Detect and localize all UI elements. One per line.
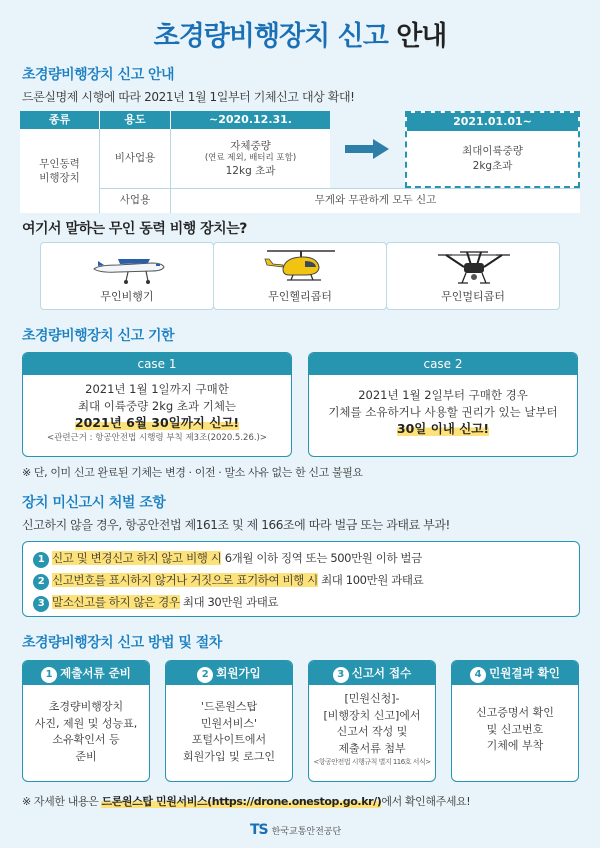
title-main: 초경량비행장치 신고 xyxy=(153,21,388,52)
case-1-line2: 최대 이륙중량 2kg 초과 기체는 xyxy=(77,398,237,413)
number-badge: 3 xyxy=(33,596,49,612)
device-label: 무인헬리콥터 xyxy=(268,290,332,303)
footer-suffix: 에서 확인해주세요! xyxy=(381,795,471,808)
case-1-box xyxy=(22,352,292,457)
table-divider xyxy=(99,129,100,213)
step-line: 신고서 작성 및 xyxy=(336,725,408,738)
step-reference: <항공안전법 시행규칙 별지 116호 서식> xyxy=(313,758,431,766)
step-2-body xyxy=(166,685,292,765)
step-1-header xyxy=(23,661,149,685)
penalty-result: 최대 100만원 과태료 xyxy=(317,573,424,587)
step-line: 및 신고번호 xyxy=(486,722,544,736)
deadline-note: ※ 단, 이미 신고 완료된 기체는 변경 · 이전 · 말소 사유 없는 한 신고 불필요 xyxy=(22,466,363,479)
regulation-table xyxy=(20,111,580,213)
notice-text: 드론실명제 시행에 따라 2021년 1월 1일부터 기체신고 대상 확대! xyxy=(22,90,355,104)
section-heading-notice: 초경량비행장치 신고 안내 xyxy=(22,67,175,83)
table-divider xyxy=(170,129,171,213)
step-4-box xyxy=(451,660,579,782)
case-2-box xyxy=(308,352,578,457)
table-type-value: 무인동력 비행장치 xyxy=(39,157,80,184)
step-line: 민원서비스' xyxy=(200,716,258,730)
footer-prefix: ※ 자세한 내용은 xyxy=(22,795,102,808)
device-label: 무인멀티콥터 xyxy=(441,290,505,303)
penalty-result: 6개월 이하 징역 또는 500만원 이하 벌금 xyxy=(221,551,422,565)
penalty-row xyxy=(33,550,422,568)
step-line: 사진, 제원 및 성능표, xyxy=(34,716,138,730)
helicopter-icon xyxy=(261,247,341,289)
number-badge: 2 xyxy=(197,667,213,683)
airplane-icon xyxy=(88,247,168,289)
number-badge: 4 xyxy=(470,667,486,683)
before-line3: 12kg 초과 xyxy=(225,165,276,178)
before-line1: 자체중량 xyxy=(230,139,271,152)
arrow-right-icon xyxy=(345,139,389,159)
after-line2: 2kg초과 xyxy=(472,159,513,172)
case-1-body xyxy=(23,375,291,445)
footer-link[interactable]: 드론원스탑 민원서비스(https://drone.onestop.go.kr/) xyxy=(101,795,382,808)
footer-note xyxy=(22,793,470,809)
step-4-header xyxy=(452,661,578,685)
penalty-row xyxy=(33,594,278,612)
device-card-multicopter xyxy=(386,242,560,310)
number-badge: 1 xyxy=(41,667,57,683)
step-4-body xyxy=(452,685,578,755)
title-suffix: 안내 xyxy=(396,21,447,52)
step-3-body xyxy=(309,685,435,768)
table-biz-value: 무게와 무관하게 모두 신고 xyxy=(314,194,437,207)
step-2-header xyxy=(166,661,292,685)
before-line2: (연료 제외, 배터리 포함) xyxy=(204,152,297,163)
step-line: 기체에 부착 xyxy=(486,739,544,752)
case-2-body xyxy=(309,375,577,438)
logo-mark: TS xyxy=(250,822,268,838)
logo-name: 한국교통안전공단 xyxy=(271,826,342,837)
step-line: 초경량비행장치 xyxy=(48,700,124,713)
table-use-nonbiz: 비사업용 xyxy=(114,152,156,165)
step-line: 소유확인서 등 xyxy=(52,733,120,746)
penalty-row xyxy=(33,572,423,590)
penalty-condition: 말소신고를 하지 않은 경우 xyxy=(52,595,180,609)
step-title: 제출서류 준비 xyxy=(60,666,131,680)
step-line: 포털사이트에서 xyxy=(191,733,267,746)
table-after-value xyxy=(407,131,578,186)
step-line: 신고증명서 확인 xyxy=(476,706,554,719)
organization-logo xyxy=(250,822,341,838)
number-badge: 2 xyxy=(33,574,49,590)
section-heading-procedure: 초경량비행장치 신고 방법 및 절차 xyxy=(22,635,222,651)
drone-icon xyxy=(434,247,514,289)
step-line: 제출서류 첨부 xyxy=(338,741,406,755)
step-line: [민원신청]- xyxy=(344,692,400,705)
number-badge: 1 xyxy=(33,552,49,568)
step-title: 신고서 접수 xyxy=(351,666,412,680)
penalty-condition: 신고 및 변경신고 하지 않고 비행 시 xyxy=(52,551,222,565)
step-line: 준비 xyxy=(75,749,97,763)
table-divider xyxy=(100,188,580,189)
table-header-use: 용도 xyxy=(100,111,170,129)
table-header-after: 2021.01.01~ xyxy=(407,113,578,131)
step-3-box xyxy=(308,660,436,782)
step-line: '드론원스탑 xyxy=(200,700,258,713)
step-3-header xyxy=(309,661,435,685)
section-heading-deadline: 초경량비행장치 신고 기한 xyxy=(22,328,175,344)
penalty-text: 신고하지 않을 경우, 항공안전법 제161조 및 제 166조에 따라 벌금 또는 과태료 부과! xyxy=(22,518,450,532)
case-2-line2: 기체를 소유하거나 사용할 권리가 있는 날부터 xyxy=(328,404,558,419)
page-title xyxy=(0,14,600,53)
section-heading-penalty: 장치 미신고시 처벌 조항 xyxy=(22,495,166,511)
table-header-type: 종류 xyxy=(20,111,99,129)
after-line1: 최대이륙중량 xyxy=(462,145,523,158)
case-1-reference: <관련근거 : 항공안전법 시행령 부칙 제3조(2020.5.26.)> xyxy=(47,433,267,444)
step-1-box xyxy=(22,660,150,782)
device-label: 무인비행기 xyxy=(100,290,154,303)
table-before-value xyxy=(171,129,330,188)
step-1-body xyxy=(23,685,149,765)
device-card-airplane xyxy=(40,242,214,310)
step-line: [비행장치 신고]에서 xyxy=(323,708,421,722)
penalty-condition: 신고번호를 표시하지 않거나 거짓으로 표기하여 비행 시 xyxy=(52,573,318,587)
table-use-biz: 사업용 xyxy=(119,194,151,207)
step-title: 회원가입 xyxy=(216,666,261,680)
case-1-line1: 2021년 1월 1일까지 구매한 xyxy=(85,382,229,396)
case-2-deadline: 30일 이내 신고! xyxy=(396,421,490,437)
case-2-title: case 2 xyxy=(309,353,577,375)
case-1-deadline: 2021년 6월 30일까지 신고! xyxy=(74,415,240,431)
number-badge: 3 xyxy=(333,667,349,683)
step-line: 회원가입 및 로그인 xyxy=(182,749,275,763)
table-header-before: ~2020.12.31. xyxy=(171,111,330,129)
device-card-helicopter xyxy=(213,242,387,310)
after-box xyxy=(405,111,580,188)
step-2-box xyxy=(165,660,293,782)
penalty-result: 최대 30만원 과태료 xyxy=(179,595,279,609)
penalty-box xyxy=(22,541,580,617)
step-title: 민원결과 확인 xyxy=(489,666,560,680)
section-heading-devices: 여기서 말하는 무인 동력 비행 장치는? xyxy=(22,221,247,237)
case-2-line1: 2021년 1월 2일부터 구매한 경우 xyxy=(358,388,528,402)
case-1-title: case 1 xyxy=(23,353,291,375)
